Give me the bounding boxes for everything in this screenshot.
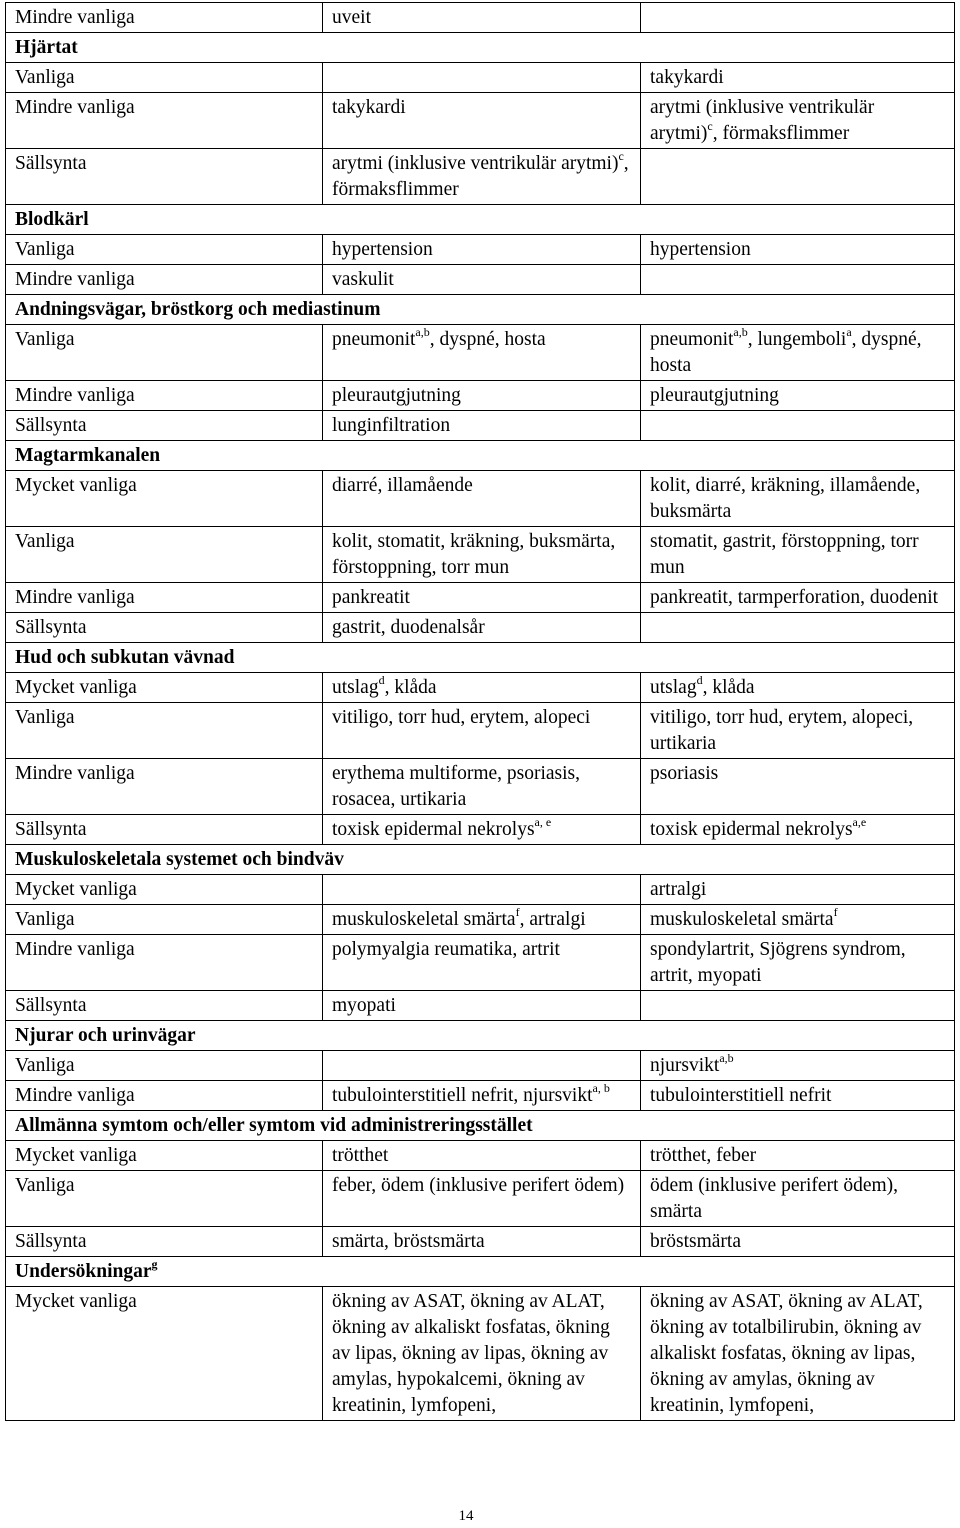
frequency-cell: Mindre vanliga xyxy=(6,265,323,295)
footnote-marker: a,b xyxy=(719,1050,734,1065)
footnote-marker: a, b xyxy=(592,1080,610,1095)
reaction-cell-column-2 xyxy=(323,411,641,441)
table-row xyxy=(6,815,955,845)
cell-text: Allmänna symtom och/eller symtom vid administreringsstället xyxy=(15,1115,533,1136)
reaction-cell-column-3 xyxy=(641,1287,955,1421)
cell-text: pankreatit, tarmperforation, duodenit xyxy=(650,587,939,608)
reaction-cell-column-3 xyxy=(641,905,955,935)
section-row xyxy=(6,441,955,471)
cell-text: kolit, stomatit, kräkning, buksmärta, förstoppning, torr mun xyxy=(332,531,616,578)
frequency-cell: Mycket vanliga xyxy=(6,673,323,703)
frequency-cell: Mycket vanliga xyxy=(6,471,323,527)
cell-text: diarré, illamående xyxy=(332,475,473,496)
frequency-cell: Vanliga xyxy=(6,905,323,935)
cell-text: , förmaksflimmer xyxy=(332,153,629,200)
frequency-cell: Mycket vanliga xyxy=(6,1287,323,1421)
cell-text: pleurautgjutning xyxy=(332,385,461,406)
cell-text: arytmi (inklusive ventrikulär arytmi) xyxy=(650,97,875,144)
table-row xyxy=(6,1141,955,1171)
section-row xyxy=(6,1111,955,1141)
reaction-cell-column-2 xyxy=(323,527,641,583)
table-row xyxy=(6,325,955,381)
reaction-cell-column-3 xyxy=(641,1051,955,1081)
frequency-cell: Vanliga xyxy=(6,703,323,759)
footnote-marker: a, e xyxy=(534,814,552,829)
frequency-cell: Sällsynta xyxy=(6,815,323,845)
reaction-cell-column-3 xyxy=(641,325,955,381)
section-heading xyxy=(6,205,955,235)
table-row xyxy=(6,905,955,935)
cell-text: gastrit, duodenalsår xyxy=(332,617,485,638)
adverse-reactions-table xyxy=(5,2,955,1421)
cell-text: myopati xyxy=(332,995,396,1016)
cell-text: , klåda xyxy=(384,677,437,698)
section-row xyxy=(6,1021,955,1051)
section-heading xyxy=(6,295,955,325)
table-row xyxy=(6,759,955,815)
footnote-marker: f xyxy=(515,904,520,919)
cell-text: vitiligo, torr hud, erytem, alopeci xyxy=(332,707,591,728)
frequency-cell: Vanliga xyxy=(6,235,323,265)
cell-text: tubulointerstitiell nefrit, njursvikt xyxy=(332,1085,593,1106)
footnote-marker: c xyxy=(707,118,713,133)
reaction-cell-column-3 xyxy=(641,935,955,991)
frequency-cell: Sällsynta xyxy=(6,411,323,441)
cell-text: vitiligo, torr hud, erytem, alopeci, urtikaria xyxy=(650,707,914,754)
footnote-marker: a,e xyxy=(852,814,867,829)
reaction-cell-column-3 xyxy=(641,527,955,583)
table-row xyxy=(6,381,955,411)
cell-text: pneumonit xyxy=(332,329,416,350)
footnote-marker: d xyxy=(378,672,385,687)
frequency-cell: Mycket vanliga xyxy=(6,875,323,905)
cell-text: pankreatit xyxy=(332,587,410,608)
cell-text: hypertension xyxy=(650,239,751,260)
reaction-cell-column-2 xyxy=(323,991,641,1021)
page-number: 14 xyxy=(458,1508,474,1524)
cell-text: Hjärtat xyxy=(15,37,78,58)
reaction-cell-column-2 xyxy=(323,703,641,759)
cell-text: hypertension xyxy=(332,239,433,260)
cell-text: njursvikt xyxy=(650,1055,720,1076)
cell-text: utslag xyxy=(332,677,379,698)
reaction-cell-column-3 xyxy=(641,235,955,265)
cell-text: Hud och subkutan vävnad xyxy=(15,647,235,668)
footnote-marker: g xyxy=(151,1256,158,1271)
frequency-cell: Mindre vanliga xyxy=(6,759,323,815)
frequency-cell: Mindre vanliga xyxy=(6,583,323,613)
table-row xyxy=(6,991,955,1021)
cell-text: trötthet xyxy=(332,1145,389,1166)
reaction-cell-column-2 xyxy=(323,935,641,991)
table-row xyxy=(6,235,955,265)
frequency-cell: Mindre vanliga xyxy=(6,1081,323,1111)
reaction-cell-column-2 xyxy=(323,1141,641,1171)
table-row xyxy=(6,935,955,991)
reaction-cell-column-3 xyxy=(641,149,955,205)
reaction-cell-column-3 xyxy=(641,673,955,703)
cell-text: lunginfiltration xyxy=(332,415,451,436)
cell-text: Andningsvägar, bröstkorg och mediastinum xyxy=(15,299,381,320)
reaction-cell-column-3 xyxy=(641,265,955,295)
table-row xyxy=(6,1287,955,1421)
cell-text: , dyspné, hosta xyxy=(429,329,546,350)
cell-text: Njurar och urinvägar xyxy=(15,1025,196,1046)
section-row xyxy=(6,295,955,325)
reaction-cell-column-3 xyxy=(641,613,955,643)
reaction-cell-column-2 xyxy=(323,265,641,295)
footnote-marker: f xyxy=(833,904,838,919)
frequency-cell: Mycket vanliga xyxy=(6,1141,323,1171)
cell-text: smärta, bröstsmärta xyxy=(332,1231,485,1252)
section-heading xyxy=(6,33,955,63)
reaction-cell-column-2 xyxy=(323,1081,641,1111)
section-heading xyxy=(6,643,955,673)
section-row xyxy=(6,205,955,235)
section-row xyxy=(6,33,955,63)
frequency-cell: Vanliga xyxy=(6,1171,323,1227)
section-heading xyxy=(6,1021,955,1051)
reaction-cell-column-3 xyxy=(641,93,955,149)
footnote-marker: a,b xyxy=(415,324,430,339)
frequency-cell: Vanliga xyxy=(6,1051,323,1081)
frequency-cell: Vanliga xyxy=(6,527,323,583)
reaction-cell-column-2 xyxy=(323,583,641,613)
reaction-cell-column-3 xyxy=(641,1141,955,1171)
reaction-cell-column-3 xyxy=(641,1227,955,1257)
reaction-cell-column-3 xyxy=(641,471,955,527)
table-row xyxy=(6,149,955,205)
cell-text: , lungemboli xyxy=(747,329,847,350)
cell-text: muskuloskeletal smärta xyxy=(650,909,834,930)
table-row xyxy=(6,1227,955,1257)
reaction-cell-column-3 xyxy=(641,381,955,411)
reaction-cell-column-2 xyxy=(323,673,641,703)
reaction-cell-column-3 xyxy=(641,1171,955,1227)
table-row xyxy=(6,1171,955,1227)
reaction-cell-column-3 xyxy=(641,875,955,905)
reaction-cell-column-3 xyxy=(641,703,955,759)
frequency-cell: Mindre vanliga xyxy=(6,93,323,149)
reaction-cell-column-2 xyxy=(323,613,641,643)
cell-text: , förmaksflimmer xyxy=(712,123,850,144)
section-row xyxy=(6,1257,955,1287)
cell-text: , klåda xyxy=(702,677,755,698)
cell-text: ödem (inklusive perifert ödem), smärta xyxy=(650,1175,899,1222)
table-row xyxy=(6,703,955,759)
reaction-cell-column-3 xyxy=(641,411,955,441)
reaction-cell-column-2 xyxy=(323,3,641,33)
cell-text: tubulointerstitiell nefrit xyxy=(650,1085,832,1106)
reaction-cell-column-2 xyxy=(323,93,641,149)
reaction-cell-column-2 xyxy=(323,905,641,935)
section-heading xyxy=(6,1111,955,1141)
cell-text: Magtarmkanalen xyxy=(15,445,161,466)
reaction-cell-column-2 xyxy=(323,875,641,905)
cell-text: takykardi xyxy=(332,97,406,118)
frequency-cell: Vanliga xyxy=(6,63,323,93)
cell-text: utslag xyxy=(650,677,697,698)
cell-text: toxisk epidermal nekrolys xyxy=(332,819,535,840)
frequency-cell: Mindre vanliga xyxy=(6,3,323,33)
cell-text: pneumonit xyxy=(650,329,734,350)
reaction-cell-column-2 xyxy=(323,1227,641,1257)
cell-text: bröstsmärta xyxy=(650,1231,741,1252)
table-row xyxy=(6,411,955,441)
cell-text: erythema multiforme, psoriasis, rosacea, urtikaria xyxy=(332,763,581,810)
reaction-cell-column-3 xyxy=(641,991,955,1021)
section-heading xyxy=(6,441,955,471)
table-body xyxy=(6,3,955,1421)
table-row xyxy=(6,583,955,613)
reaction-cell-column-2 xyxy=(323,1051,641,1081)
cell-text: trötthet, feber xyxy=(650,1145,757,1166)
section-heading xyxy=(6,845,955,875)
cell-text: , artralgi xyxy=(519,909,586,930)
table-row xyxy=(6,63,955,93)
table-row xyxy=(6,3,955,33)
cell-text: feber, ödem (inklusive perifert ödem) xyxy=(332,1175,625,1196)
table-row xyxy=(6,673,955,703)
cell-text: stomatit, gastrit, förstoppning, torr mun xyxy=(650,531,919,578)
cell-text: kolit, diarré, kräkning, illamående, buksmärta xyxy=(650,475,921,522)
reaction-cell-column-2 xyxy=(323,1287,641,1421)
section-row xyxy=(6,845,955,875)
cell-text: pleurautgjutning xyxy=(650,385,779,406)
cell-text: psoriasis xyxy=(650,763,719,784)
reaction-cell-column-2 xyxy=(323,1171,641,1227)
cell-text: muskuloskeletal smärta xyxy=(332,909,516,930)
table-row xyxy=(6,875,955,905)
frequency-cell: Sällsynta xyxy=(6,1227,323,1257)
footnote-marker: d xyxy=(696,672,703,687)
frequency-cell: Sällsynta xyxy=(6,613,323,643)
reaction-cell-column-3 xyxy=(641,759,955,815)
reaction-cell-column-2 xyxy=(323,235,641,265)
frequency-cell: Mindre vanliga xyxy=(6,935,323,991)
table-row xyxy=(6,1051,955,1081)
table-row xyxy=(6,613,955,643)
frequency-cell: Mindre vanliga xyxy=(6,381,323,411)
table-row xyxy=(6,93,955,149)
cell-text: takykardi xyxy=(650,67,724,88)
table-row xyxy=(6,527,955,583)
table-row xyxy=(6,471,955,527)
section-row xyxy=(6,643,955,673)
cell-text: artralgi xyxy=(650,879,707,900)
table-row xyxy=(6,1081,955,1111)
frequency-cell: Vanliga xyxy=(6,325,323,381)
cell-text: polymyalgia reumatika, artrit xyxy=(332,939,560,960)
table-row xyxy=(6,265,955,295)
reaction-cell-column-2 xyxy=(323,815,641,845)
footnote-marker: a xyxy=(846,324,852,339)
reaction-cell-column-3 xyxy=(641,63,955,93)
frequency-cell: Sällsynta xyxy=(6,149,323,205)
reaction-cell-column-2 xyxy=(323,759,641,815)
cell-text: ökning av ASAT, ökning av ALAT, ökning av alkaliskt fosfatas, ökning av lipas, ökning av lipas, ökning av amylas, hypokalcemi, ökning av kreatinin, lymfopeni, xyxy=(332,1291,610,1416)
reaction-cell-column-3 xyxy=(641,3,955,33)
cell-text: , dyspné, hosta xyxy=(650,329,922,376)
frequency-cell: Sällsynta xyxy=(6,991,323,1021)
cell-text: vaskulit xyxy=(332,269,394,290)
cell-text: Muskuloskeletala systemet och bindväv xyxy=(15,849,344,870)
reaction-cell-column-2 xyxy=(323,63,641,93)
reaction-cell-column-3 xyxy=(641,583,955,613)
reaction-cell-column-3 xyxy=(641,815,955,845)
cell-text: arytmi (inklusive ventrikulär arytmi) xyxy=(332,153,619,174)
reaction-cell-column-3 xyxy=(641,1081,955,1111)
footnote-marker: c xyxy=(618,148,624,163)
cell-text: Blodkärl xyxy=(15,209,89,230)
footnote-marker: a,b xyxy=(733,324,748,339)
cell-text: Undersökningar xyxy=(15,1261,152,1282)
reaction-cell-column-2 xyxy=(323,149,641,205)
section-heading xyxy=(6,1257,955,1287)
reaction-cell-column-2 xyxy=(323,471,641,527)
cell-text: toxisk epidermal nekrolys xyxy=(650,819,853,840)
cell-text: uveit xyxy=(332,7,371,28)
reaction-cell-column-2 xyxy=(323,381,641,411)
cell-text: ökning av ASAT, ökning av ALAT, ökning av totalbilirubin, ökning av alkaliskt fosfatas, ökning av lipas, ökning av amylas, ökning av kreatinin, lymfopeni, xyxy=(650,1291,923,1416)
reaction-cell-column-2 xyxy=(323,325,641,381)
cell-text: spondylartrit, Sjögrens syndrom, artrit, myopati xyxy=(650,939,906,986)
